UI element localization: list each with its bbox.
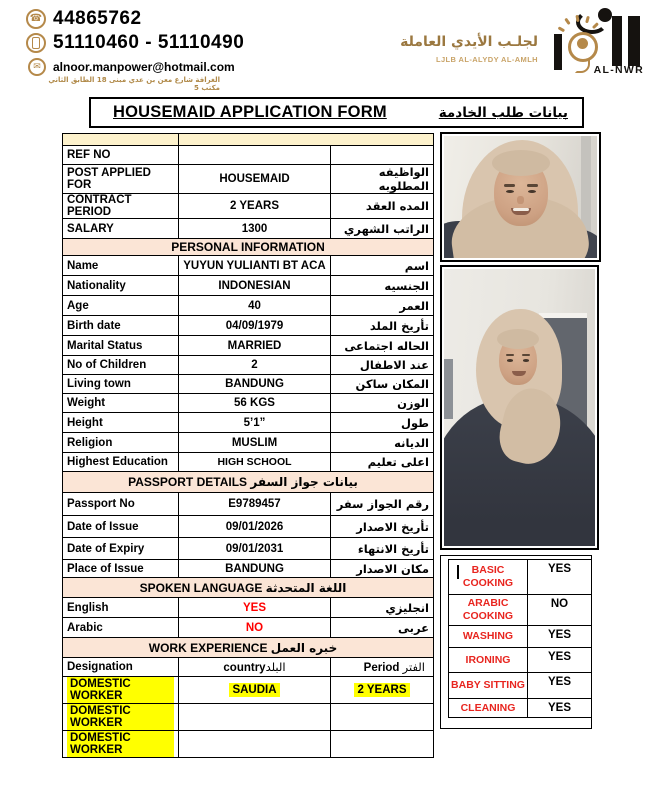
right-eyebrow — [527, 184, 538, 187]
skills-panel — [440, 555, 592, 729]
skill-row-baby-sitting: BABY SITTING YES — [449, 673, 592, 699]
experience-row-1: DOMESTIC WORKER SAUDIA 2 YEARS — [63, 677, 434, 704]
alnoor-logo — [548, 6, 644, 84]
form-row-weight: Weight 56 KGS الوزن — [63, 394, 434, 413]
form-row-nationality: Nationality INDONESIAN الجنسيه — [63, 276, 434, 296]
form-row-children: No of Children 2 عند الاطفال — [63, 356, 434, 375]
email-icon: ✉ — [28, 58, 46, 76]
form-row-marital-status: Marital Status MARRIED الحاله اجتماعى — [63, 336, 434, 356]
form-row-arabic: Arabic NO عربى — [63, 618, 434, 638]
col-designation: Designation — [63, 658, 179, 677]
skill-row-ironing: IRONING YES — [449, 648, 592, 673]
form-row-place-of-issue: Place of Issue BANDUNG مكان الاصدار — [63, 560, 434, 578]
skill-row-arabic-cooking: ARABIC COOKING NO — [449, 595, 592, 626]
phone-contact — [26, 8, 142, 30]
form-row-name: Name YUYUN YULIANTI BT ACA اسم — [63, 256, 434, 276]
experience-row-3: DOMESTIC WORKER — [63, 731, 434, 758]
form-row-date-of-issue: Date of Issue 09/01/2026 تأريخ الاصدار — [63, 516, 434, 538]
logo-wordmark: AL-NWR — [593, 64, 644, 76]
photo-headshot — [440, 132, 601, 262]
form-title-english: HOUSEMAID APPLICATION FORM — [113, 103, 387, 121]
skill-row-basic-cooking: BASIC COOKING YES — [449, 560, 592, 595]
form-row-blank — [63, 134, 434, 146]
col-period: Period الفتر — [331, 658, 434, 677]
form-title-bar — [89, 97, 584, 128]
section-passport-details: PASSPORT DETAILS بيانات جواز السفر — [63, 472, 434, 493]
section-personal-information: PERSONAL INFORMATION — [63, 239, 434, 256]
form-row-contract-period: CONTRACT PERIOD 2 YEARS المده العقد — [63, 194, 434, 219]
mobile-contact — [26, 32, 244, 54]
experience-columns-row — [63, 658, 434, 677]
email-address: alnoor.manpower@hotmail.com — [53, 60, 235, 74]
photo-full-body — [440, 265, 599, 550]
form-row-education: Highest Education HIGH SCHOOL اعلى تعليم — [63, 453, 434, 472]
col-country: countryالبلد — [179, 658, 331, 677]
form-row-post-applied: POST APPLIED FOR HOUSEMAID الواظيفه المطلوبه — [63, 165, 434, 194]
skill-row-washing: WASHING YES — [449, 626, 592, 648]
arabic-spoken-value: NO — [179, 618, 331, 638]
email-contact — [28, 58, 235, 76]
english-spoken-value: YES — [179, 598, 331, 618]
form-row-living-town: Living town BANDUNG المكان ساكن — [63, 375, 434, 394]
right-eye — [528, 190, 536, 193]
office-address-arabic: الغرافة شارع معن بن عدي مبنى 18 الطابق الثاني مكتب 5 — [48, 76, 220, 92]
form-row-ref-no: REF NO — [63, 146, 434, 165]
form-row-date-of-expiry: Date of Expiry 09/01/2031 تأريخ الانتهاء — [63, 538, 434, 560]
experience-row-2: DOMESTIC WORKER — [63, 704, 434, 731]
form-row-passport-no: Passport No E9789457 رقم الجواز سفر — [63, 493, 434, 516]
cursor-artifact — [457, 565, 459, 579]
logo-calligraphy-curl — [576, 10, 608, 34]
mobile-phone-icon — [26, 33, 46, 53]
form-row-english: English YES انجليزي — [63, 598, 434, 618]
form-title-arabic: بيانات طلب الخادمة — [438, 104, 568, 121]
section-work-experience: WORK EXPERIENCE خبره العمل — [63, 638, 434, 658]
form-row-religion: Religion MUSLIM الديانه — [63, 433, 434, 453]
form-row-birth-date: Birth date 04/09/1979 تأريخ الملد — [63, 316, 434, 336]
brand-name-latin: LJLB AL-ALYDY AL-AMLH — [435, 55, 538, 64]
form-row-age: Age 40 العمر — [63, 296, 434, 316]
left-eye — [506, 190, 514, 193]
phone-icon: ☎ — [26, 9, 46, 29]
section-spoken-language: SPOKEN LANGUAGE اللغة المتحدثة — [63, 578, 434, 598]
mobile-numbers: 51110460 - 51110490 — [53, 32, 245, 53]
phone-number: 44865762 — [53, 8, 142, 29]
application-form-table — [62, 133, 434, 758]
brand-name-arabic: لجلـب الأيدي العاملة — [400, 34, 538, 50]
left-eyebrow — [504, 184, 515, 187]
skill-row-cleaning: CLEANING YES — [449, 699, 592, 718]
skills-table — [448, 559, 592, 718]
form-row-salary: SALARY 1300 الراتب الشهري — [63, 219, 434, 239]
form-row-height: Height 5’1” طول — [63, 413, 434, 433]
